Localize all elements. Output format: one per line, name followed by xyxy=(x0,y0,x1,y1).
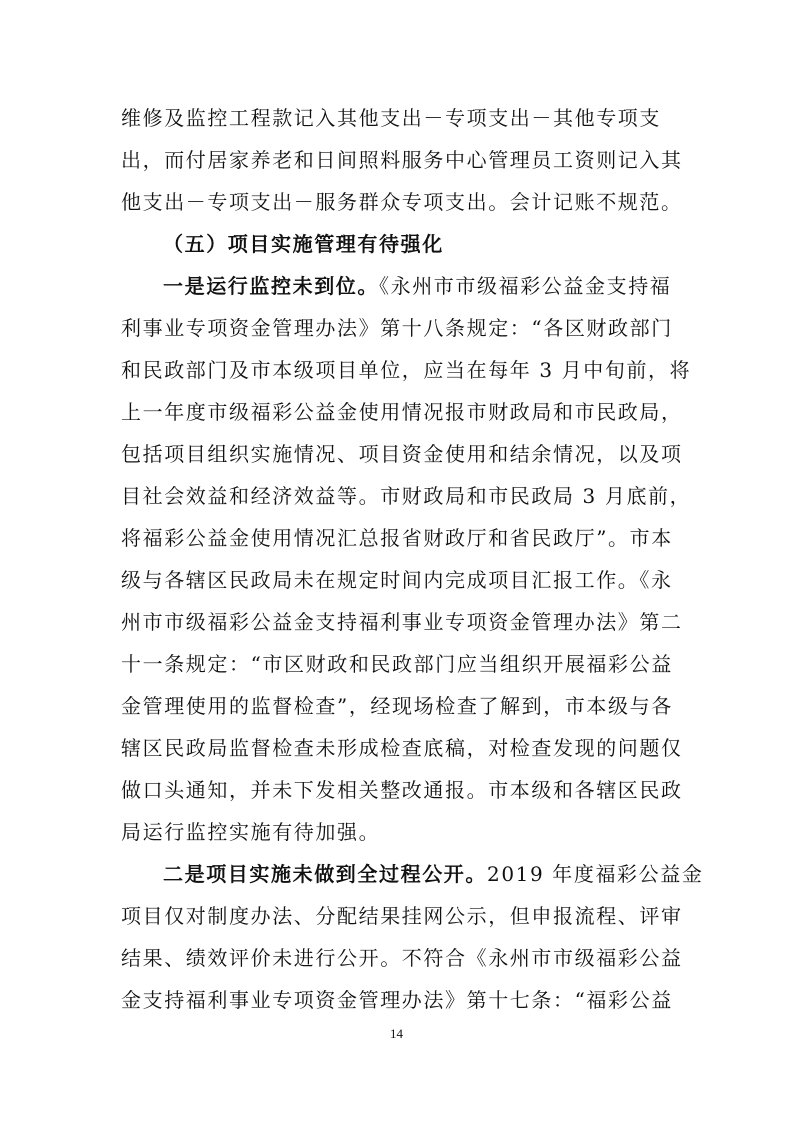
body-line: 金支持福利事业专项资金管理办法》第十七条：“福彩公益 xyxy=(121,988,673,1012)
body-line: 十一条规定：“市区财政和民政部门应当组织开展福彩公益 xyxy=(121,652,673,676)
body-line: 结果、绩效评价未进行公开。不符合《永州市市级福彩公益 xyxy=(121,946,683,970)
paragraph-lead: 一是运行监控未到位。 xyxy=(163,274,379,298)
body-line: 做口头通知，并未下发相关整改通报。市本级和各辖区民政 xyxy=(121,778,683,802)
body-line: 上一年度市级福彩公益金使用情况报市财政局和市民政局， xyxy=(121,400,683,424)
body-line: 将福彩公益金使用情况汇总报省财政厅和省民政厅”。市本 xyxy=(121,526,673,550)
body-line: 包括项目组织实施情况、项目资金使用和结余情况，以及项 xyxy=(121,442,683,466)
body-line: 级与各辖区民政局未在规定时间内完成项目汇报工作。《永 xyxy=(121,568,673,592)
section-heading: （五）项目实施管理有待强化 xyxy=(163,232,444,256)
body-line: 项目仅对制度办法、分配结果挂网公示，但申报流程、评审 xyxy=(121,904,683,928)
body-line: 维修及监控工程款记入其他支出－专项支出－其他专项支 xyxy=(121,106,661,130)
paragraph-lead: 二是项目实施未做到全过程公开。 xyxy=(163,862,487,886)
body-line: 利事业专项资金管理办法》第十八条规定：“各区财政部门 xyxy=(121,316,673,340)
body-line: 和民政部门及市本级项目单位，应当在每年 3 月中旬前，将 xyxy=(121,358,692,382)
page-number: 14 xyxy=(390,1026,403,1041)
body-line: 出，而付居家养老和日间照料服务中心管理员工资则记入其 xyxy=(121,148,683,172)
paragraph-start-line: 一是运行监控未到位。《永州市市级福彩公益金支持福 xyxy=(163,274,672,298)
body-line: 局运行监控实施有待加强。 xyxy=(121,820,381,844)
body-line: 金管理使用的监督检查”，经现场检查了解到，市本级与各 xyxy=(121,694,673,718)
body-line: 他支出－专项支出－服务群众专项支出。会计记账不规范。 xyxy=(121,190,683,214)
body-line: 目社会效益和经济效益等。市财政局和市民政局 3 月底前， xyxy=(121,484,692,508)
body-line: 州市市级福彩公益金支持福利事业专项资金管理办法》第二 xyxy=(121,610,683,634)
paragraph-start-line: 二是项目实施未做到全过程公开。2019 年度福彩公益金 xyxy=(163,862,704,886)
body-line: 辖区民政局监督检查未形成检查底稿，对检查发现的问题仅 xyxy=(121,736,683,760)
